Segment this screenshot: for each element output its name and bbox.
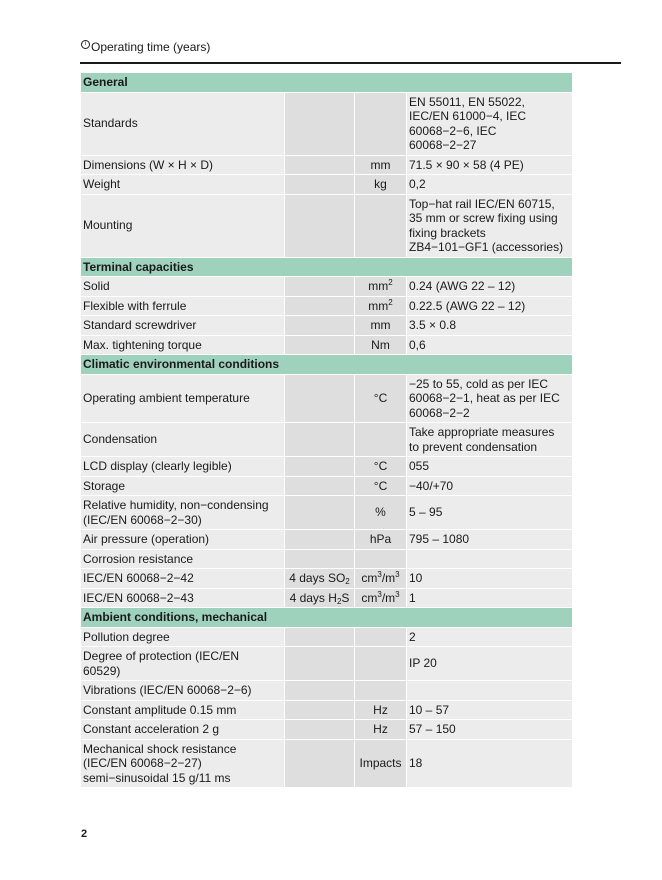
spec-condition [285, 681, 355, 701]
spec-condition [285, 569, 355, 589]
unit-text: mm [368, 279, 389, 293]
unit-text: % [375, 505, 386, 520]
spec-row [81, 681, 573, 701]
spec-value: 795 – 1080 [407, 530, 573, 550]
spec-condition [285, 476, 355, 496]
unit-text: cm [361, 590, 378, 605]
unit-tail: /m [381, 571, 396, 585]
spec-value: −25 to 55, cold as per IEC 60068−2−1, heat as per IEC 60068−2−2 [407, 374, 573, 423]
spec-condition [285, 92, 355, 155]
spec-value: 0,2 [407, 175, 573, 195]
spec-condition [285, 549, 355, 569]
spec-condition [285, 335, 355, 355]
unit-superscript: 2 [388, 278, 393, 287]
unit-text: Hz [373, 702, 388, 717]
spec-label: IEC/EN 60068−2−42 [81, 569, 285, 589]
spec-value: Top−hat rail IEC/EN 60715, 35 mm or screw fixing using fixing brackets ZB4−101−GF1 (accessories) [407, 194, 573, 257]
spec-condition [285, 155, 355, 175]
spec-unit [355, 627, 407, 647]
spec-label: Constant acceleration 2 g [81, 720, 285, 740]
spec-row [81, 720, 573, 740]
spec-row [81, 530, 573, 550]
spec-unit [355, 277, 407, 297]
section-header [81, 608, 573, 628]
spec-value: 1 [407, 588, 573, 608]
section-header [81, 355, 573, 375]
spec-value: 5 – 95 [407, 496, 573, 530]
spec-value: 71.5 × 90 × 58 (4 PE) [407, 155, 573, 175]
spec-condition [285, 647, 355, 681]
spec-unit [355, 476, 407, 496]
footnote-header [81, 39, 210, 55]
spec-value: EN 55011, EN 55022, IEC/EN 61000−4, IEC 60068−2−6, IEC 60068−2−27 [407, 92, 573, 155]
spec-row [81, 476, 573, 496]
spec-row [81, 296, 573, 316]
spec-row [81, 457, 573, 477]
spec-label: Flexible with ferrule [81, 296, 285, 316]
spec-unit [355, 549, 407, 569]
spec-value: 0.22.5 (AWG 22 – 12) [407, 296, 573, 316]
spec-label: Storage [81, 476, 285, 496]
spec-row [81, 647, 573, 681]
spec-unit [355, 296, 407, 316]
spec-value: 57 – 150 [407, 720, 573, 740]
spec-value: 3.5 × 0.8 [407, 316, 573, 336]
unit-superscript: 3 [377, 570, 382, 579]
spec-label: Dimensions (W × H × D) [81, 155, 285, 175]
header-rule [80, 62, 621, 64]
spec-condition [285, 739, 355, 788]
unit-text: Nm [371, 337, 390, 352]
spec-label: Operating ambient temperature [81, 374, 285, 423]
unit-tail-superscript: 3 [395, 570, 400, 579]
unit-text: Impacts [359, 756, 402, 770]
spec-unit [355, 175, 407, 195]
spec-row [81, 549, 573, 569]
info-icon: i [81, 40, 90, 49]
spec-value [407, 681, 573, 701]
spec-condition [285, 720, 355, 740]
unit-text: °C [373, 478, 388, 493]
unit-text: °C [373, 459, 388, 473]
spec-condition [285, 194, 355, 257]
spec-label: Relative humidity, non−condensing (IEC/EN 60068−2−30) [81, 496, 285, 530]
spec-unit [355, 374, 407, 423]
spec-unit [355, 155, 407, 175]
unit-tail: /m [381, 590, 396, 605]
spec-unit [355, 700, 407, 720]
unit-text: kg [374, 177, 387, 191]
condition-text: 4 days H [289, 590, 337, 605]
spec-row [81, 194, 573, 257]
spec-row [81, 316, 573, 336]
section-title: Ambient conditions, mechanical [81, 608, 573, 628]
spec-value: 055 [407, 457, 573, 477]
spec-value: 0,6 [407, 335, 573, 355]
condition-subscript: 2 [345, 577, 350, 586]
condition-tail: S [341, 590, 350, 605]
spec-condition [285, 530, 355, 550]
spec-condition [285, 374, 355, 423]
spec-condition [285, 496, 355, 530]
page-number: 2 [81, 828, 88, 840]
spec-row [81, 175, 573, 195]
spec-label: Air pressure (operation) [81, 530, 285, 550]
spec-label: Constant amplitude 0.15 mm [81, 700, 285, 720]
spec-unit [355, 423, 407, 457]
spec-label: Degree of protection (IEC/EN 60529) [81, 647, 285, 681]
spec-row [81, 335, 573, 355]
spec-label: Max. tightening torque [81, 335, 285, 355]
spec-row [81, 374, 573, 423]
unit-superscript: 3 [377, 589, 382, 599]
spec-label: Corrosion resistance [81, 549, 285, 569]
spec-condition [285, 457, 355, 477]
spec-condition [285, 175, 355, 195]
spec-value: Take appropriate measures to prevent condensation [407, 423, 573, 457]
footnote-text: Operating time (years) [91, 40, 211, 54]
spec-unit [355, 316, 407, 336]
spec-row [81, 627, 573, 647]
spec-value: IP 20 [407, 647, 573, 681]
spec-value: 18 [407, 739, 573, 788]
spec-label: Vibrations (IEC/EN 60068−2−6) [81, 681, 285, 701]
spec-condition [285, 316, 355, 336]
spec-unit [355, 92, 407, 155]
section-header [81, 73, 573, 93]
unit-text: Hz [373, 722, 388, 736]
spec-condition [285, 627, 355, 647]
spec-unit [355, 681, 407, 701]
spec-value: −40/+70 [407, 476, 573, 496]
spec-row [81, 700, 573, 720]
spec-label: Weight [81, 175, 285, 195]
spec-row [81, 277, 573, 297]
spec-value: 10 – 57 [407, 700, 573, 720]
spec-unit [355, 739, 407, 788]
spec-value [407, 549, 573, 569]
spec-unit [355, 496, 407, 530]
unit-text: cm [361, 571, 378, 585]
spec-condition [285, 423, 355, 457]
spec-condition [285, 588, 355, 608]
spec-label: Condensation [81, 423, 285, 457]
spec-unit [355, 194, 407, 257]
spec-label: IEC/EN 60068−2−43 [81, 588, 285, 608]
spec-row [81, 92, 573, 155]
spec-unit [355, 457, 407, 477]
spec-label: LCD display (clearly legible) [81, 457, 285, 477]
spec-value: 0.24 (AWG 22 – 12) [407, 277, 573, 297]
unit-text: mm [370, 157, 391, 172]
spec-label: Mechanical shock resistance (IEC/EN 60068−2−27) semi−sinusoidal 15 g/11 ms [81, 739, 285, 788]
spec-unit [355, 647, 407, 681]
spec-row [81, 423, 573, 457]
unit-text: mm [368, 298, 389, 313]
spec-label: Mounting [81, 194, 285, 257]
spec-condition [285, 277, 355, 297]
spec-value: 10 [407, 569, 573, 589]
spec-table [80, 72, 573, 788]
condition-text: 4 days SO [289, 571, 346, 585]
spec-row [81, 739, 573, 788]
spec-label: Solid [81, 277, 285, 297]
condition-subscript: 2 [336, 596, 342, 606]
unit-text: hPa [369, 532, 392, 546]
unit-text: mm [370, 318, 391, 332]
unit-tail-superscript: 3 [395, 589, 400, 599]
spec-condition [285, 296, 355, 316]
section-title: Terminal capacities [81, 257, 573, 277]
unit-superscript: 2 [388, 297, 393, 307]
spec-unit [355, 588, 407, 608]
section-title: Climatic environmental conditions [81, 355, 573, 375]
unit-text: °C [373, 391, 388, 405]
section-title: General [81, 73, 573, 93]
spec-row [81, 588, 573, 608]
spec-unit [355, 720, 407, 740]
spec-unit [355, 569, 407, 589]
spec-unit [355, 530, 407, 550]
spec-row [81, 155, 573, 175]
spec-row [81, 569, 573, 589]
section-header [81, 257, 573, 277]
spec-condition [285, 700, 355, 720]
spec-row [81, 496, 573, 530]
spec-unit [355, 335, 407, 355]
spec-label: Standard screwdriver [81, 316, 285, 336]
spec-label: Pollution degree [81, 627, 285, 647]
spec-value: 2 [407, 627, 573, 647]
spec-label: Standards [81, 92, 285, 155]
